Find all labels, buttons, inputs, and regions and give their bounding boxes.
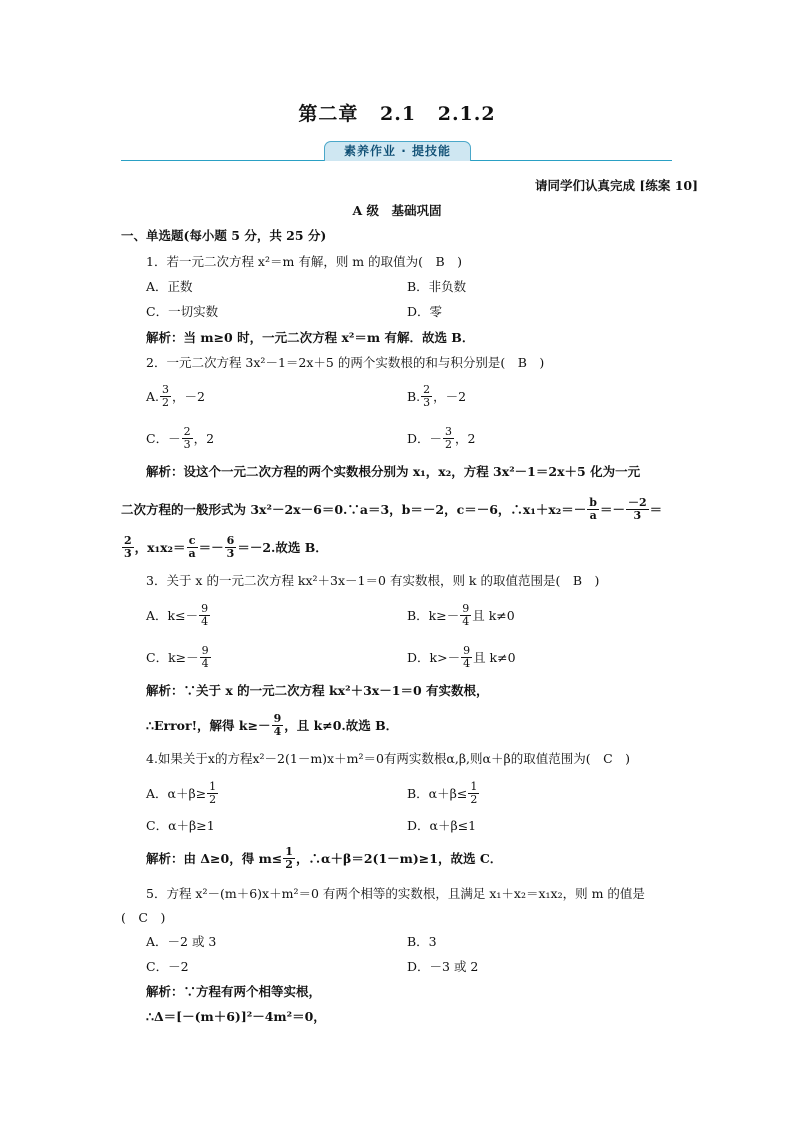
fraction xyxy=(460,603,471,628)
q5-option-c: C．－2 xyxy=(146,959,189,974)
text: ＝－ xyxy=(198,540,224,555)
q1-option-b: B．非负数 xyxy=(407,279,467,294)
fraction xyxy=(207,781,218,806)
q3-analysis-line2 xyxy=(146,710,398,740)
fraction xyxy=(187,535,198,560)
q4-option-b xyxy=(407,778,480,808)
fraction xyxy=(283,846,295,871)
fraction xyxy=(443,426,454,451)
q5-stem-line1: 5．方程 x²－(m＋6)x＋m²＝0 有两个相等的实数根，且满足 x₁＋x₂＝x₁x₂，则 m 的值是 xyxy=(146,886,645,901)
denominator: a xyxy=(589,508,597,522)
fraction xyxy=(626,497,649,522)
fraction xyxy=(468,781,479,806)
denominator: 3 xyxy=(183,437,191,451)
level-heading: A 级 基础巩固 xyxy=(352,203,442,218)
denominator: 3 xyxy=(124,546,132,560)
q2-analysis-line3 xyxy=(121,532,328,562)
option-prefix: A．k≤－ xyxy=(146,608,199,623)
fraction xyxy=(122,535,134,560)
fraction xyxy=(461,645,472,670)
q1-stem: 1．若一元二次方程 x²＝m 有解，则 m 的取值为( B ) xyxy=(146,254,463,269)
text: ＝－ xyxy=(599,502,625,517)
q5-analysis-line1: 解析：∵方程有两个相等实根， xyxy=(146,984,322,999)
denominator: 3 xyxy=(226,546,235,560)
option-tail: 且 k≠0 xyxy=(472,608,515,623)
q2-stem: 2．一元二次方程 3x²－1＝2x＋5 的两个实数根的和与积分别是( B ) xyxy=(146,355,545,370)
text: ，且 k≠0.故选 B． xyxy=(284,718,399,733)
fraction xyxy=(160,384,171,409)
option-prefix: D．－ xyxy=(407,431,443,446)
denominator: 2 xyxy=(445,437,453,451)
q3-stem: 3．关于 x 的一元二次方程 kx²＋3x－1＝0 有实数根，则 k 的取值范围是( B ) xyxy=(146,573,600,588)
option-tail: ，2 xyxy=(193,431,215,446)
numerator: 9 xyxy=(201,643,209,657)
option-tail: ，－2 xyxy=(433,389,467,404)
text: ，∴α＋β＝2(1－m)≥1，故选 C． xyxy=(295,851,503,866)
denominator: 4 xyxy=(463,656,471,670)
q2-option-c xyxy=(146,423,214,453)
numerator: 9 xyxy=(463,643,471,657)
practice-code: [练案 10] xyxy=(639,178,698,193)
numerator: 2 xyxy=(124,533,132,547)
q3-option-b xyxy=(407,600,515,630)
section-label: 2.1 xyxy=(380,103,417,125)
text: 解析：由 Δ≥0，得 m≤ xyxy=(146,851,283,866)
denominator: 2 xyxy=(209,792,217,806)
fraction xyxy=(200,645,211,670)
text: ＝－2.故选 B． xyxy=(237,540,328,555)
q1-analysis: 解析：当 m≥0 时，一元二次方程 x²＝m 有解．故选 B． xyxy=(146,330,475,345)
denominator: a xyxy=(188,546,196,560)
numerator: 2 xyxy=(183,424,191,438)
option-tail: ，－2 xyxy=(172,389,205,404)
option-prefix: B．k≥－ xyxy=(407,608,460,623)
numerator: c xyxy=(187,535,198,548)
q2-analysis-line1: 解析：设这个一元二次方程的两个实数根分别为 x₁，x₂，方程 3x²－1＝2x＋5 化为一元 xyxy=(146,464,641,479)
option-prefix: D．k>－ xyxy=(407,650,461,665)
subsection-label: 2.1.2 xyxy=(437,103,496,125)
q4-analysis xyxy=(146,843,502,873)
q1-option-d: D．零 xyxy=(407,304,443,319)
numerator: 1 xyxy=(470,779,478,793)
chapter-label: 第二章 xyxy=(298,103,359,125)
q4-option-c: C．α＋β≥1 xyxy=(146,818,215,833)
fraction xyxy=(272,713,284,738)
q3-option-c xyxy=(146,642,212,672)
numerator: b xyxy=(589,495,597,509)
denominator: 4 xyxy=(273,724,282,738)
option-prefix: C．k≥－ xyxy=(146,650,199,665)
text: ＝ xyxy=(649,502,663,517)
numerator: 1 xyxy=(209,779,217,793)
numerator: 1 xyxy=(285,844,293,858)
denominator: 4 xyxy=(201,614,209,628)
numerator: 6 xyxy=(226,533,235,547)
q4-stem: 4.如果关于x的方程x²－2(1－m)x＋m²＝0有两实数根α,β,则α＋β的取值范围为( C ) xyxy=(146,751,631,766)
denominator: 2 xyxy=(285,857,293,871)
q2-option-d xyxy=(407,423,475,453)
practice-note xyxy=(535,178,698,194)
q2-option-b xyxy=(407,381,466,411)
denominator: 4 xyxy=(462,614,470,628)
option-prefix: A. xyxy=(146,388,160,404)
q1-option-c: C．一切实数 xyxy=(146,304,219,319)
q2-option-a xyxy=(146,381,205,411)
fraction xyxy=(421,384,432,409)
fraction xyxy=(199,603,210,628)
q3-option-a xyxy=(146,600,211,630)
numerator: 3 xyxy=(162,382,170,396)
q5-option-d: D．－3 或 2 xyxy=(407,959,479,974)
q5-analysis-line2: ∴Δ＝[－(m＋6)]²－4m²＝0， xyxy=(146,1009,326,1024)
q4-option-a xyxy=(146,778,219,808)
denominator: 3 xyxy=(423,395,431,409)
denominator: 2 xyxy=(470,792,478,806)
option-tail: 且 k≠0 xyxy=(473,650,516,665)
page-title xyxy=(0,99,794,126)
denominator: 2 xyxy=(162,395,170,409)
note-text: 请同学们认真完成 xyxy=(535,178,636,193)
fraction xyxy=(182,426,193,451)
q4-option-d: D．α＋β≤1 xyxy=(407,818,477,833)
q5-option-a: A．－2 或 3 xyxy=(146,934,217,949)
section-heading: 一、单选题(每小题 5 分，共 25 分) xyxy=(121,228,327,243)
numerator: 3 xyxy=(445,424,453,438)
numerator: 9 xyxy=(201,601,209,615)
text: 二次方程的一般形式为 3x²－2x－6＝0.∵a＝3，b＝－2，c＝－6，∴x₁＋x₂＝－ xyxy=(121,502,587,517)
denominator: 3 xyxy=(633,508,642,522)
header-banner: 素养作业 · 提技能 xyxy=(324,141,471,161)
q5-option-b: B．3 xyxy=(407,934,437,949)
numerator: 9 xyxy=(273,711,282,725)
option-tail: ，2 xyxy=(455,431,476,446)
text: ，x₁x₂＝ xyxy=(134,540,186,555)
q1-option-a: A．正数 xyxy=(146,279,193,294)
numerator: －2 xyxy=(628,495,647,509)
q5-stem-line2: ( C ) xyxy=(121,910,166,925)
numerator: 2 xyxy=(423,382,431,396)
fraction xyxy=(587,497,599,522)
option-prefix: A．α＋β≥ xyxy=(146,786,207,801)
option-prefix: B. xyxy=(407,388,421,404)
denominator: 4 xyxy=(201,656,209,670)
numerator: 9 xyxy=(462,601,470,615)
fraction xyxy=(225,535,237,560)
option-prefix: B．α＋β≤ xyxy=(407,786,468,801)
q3-analysis-line1: 解析：∵关于 x 的一元二次方程 kx²＋3x－1＝0 有实数根， xyxy=(146,683,489,698)
option-prefix: C．－ xyxy=(146,431,181,446)
q3-option-d xyxy=(407,642,516,672)
q2-analysis-line2 xyxy=(121,494,662,524)
text: ∴Error!，解得 k≥－ xyxy=(146,718,271,733)
